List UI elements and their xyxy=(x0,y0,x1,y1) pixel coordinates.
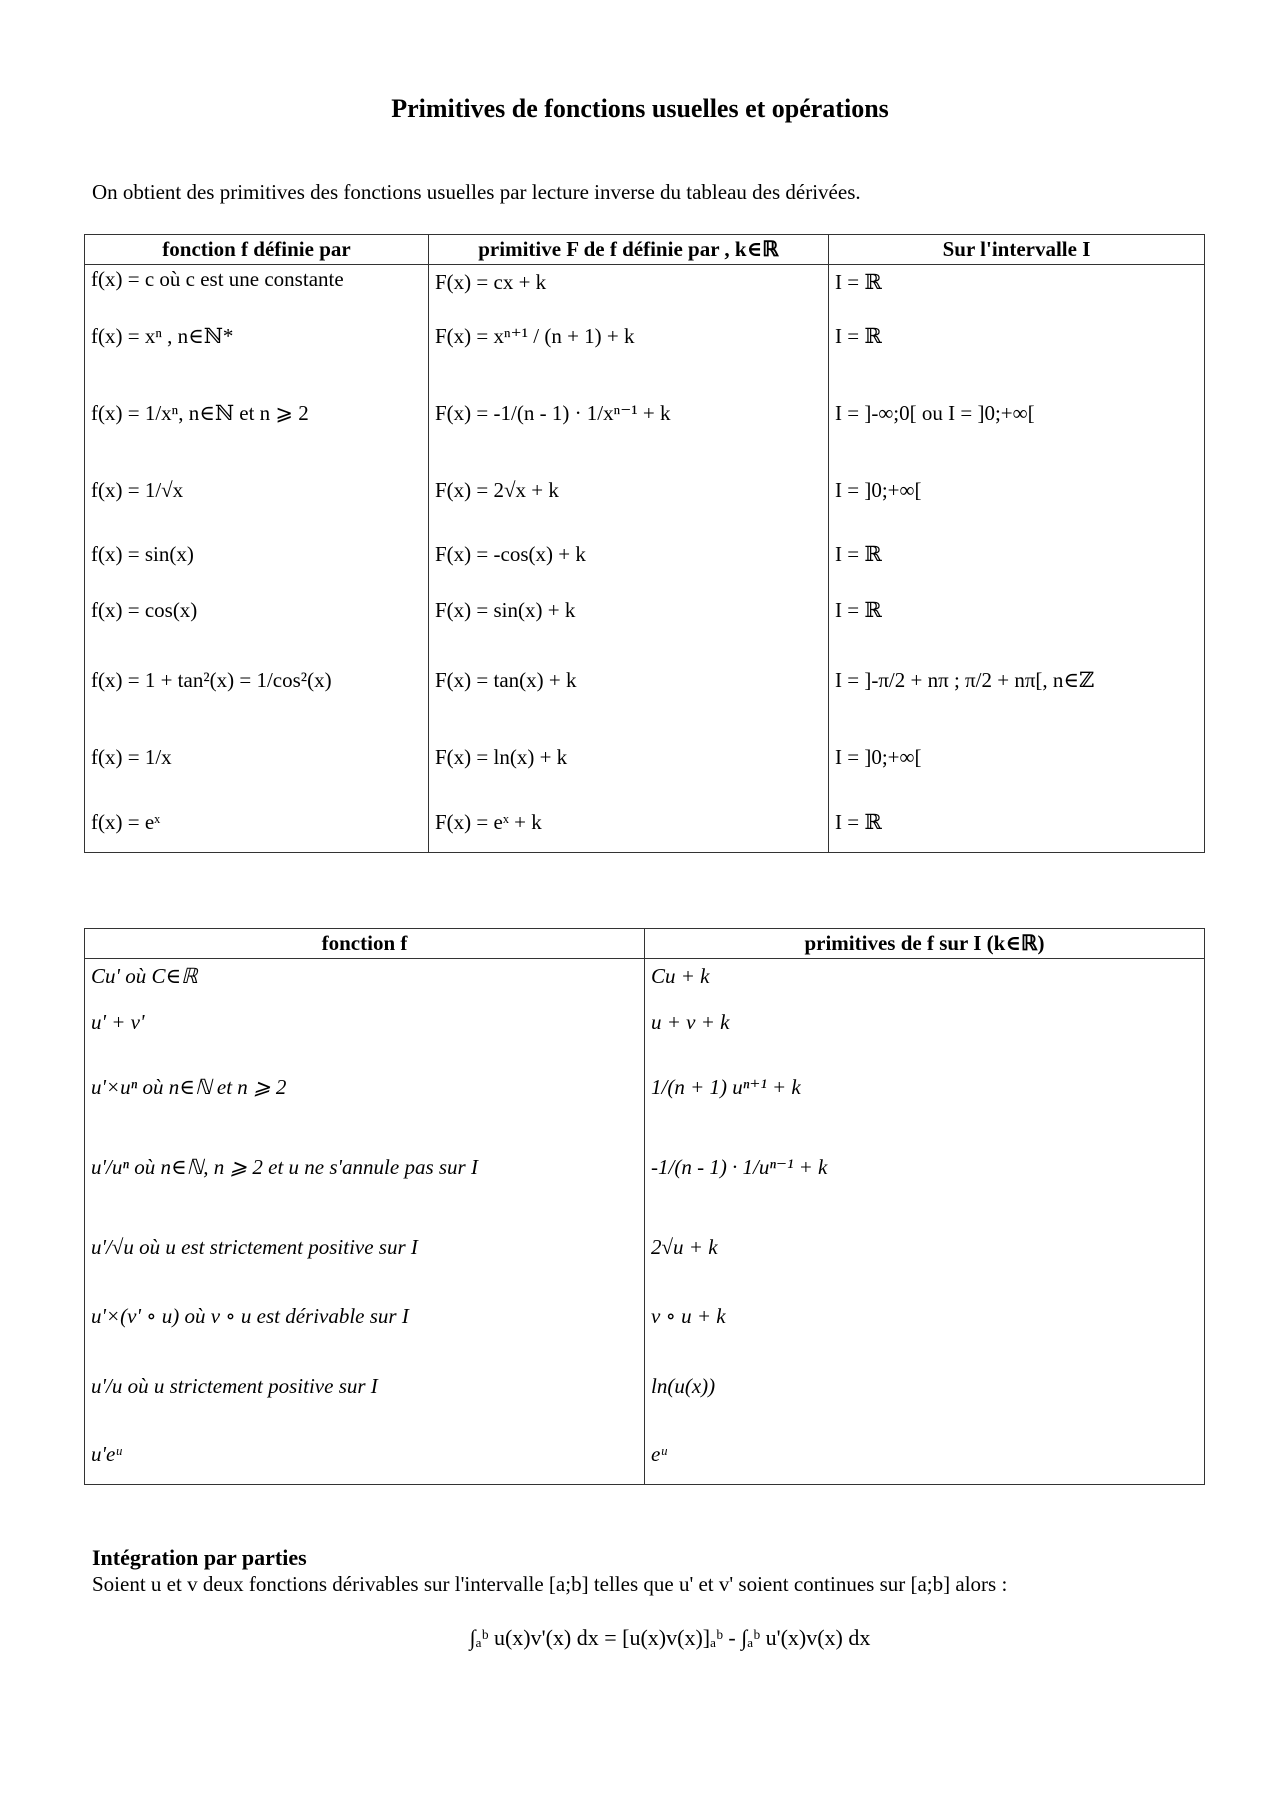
primitive-cell: -1/(n - 1) · 1/uⁿ⁻¹ + k xyxy=(645,1125,1205,1211)
table-row xyxy=(85,995,1205,1051)
ibp-heading: Intégration par parties xyxy=(92,1545,307,1570)
usual-primitives-table xyxy=(84,234,1205,853)
ibp-text: Soient u et v deux fonctions dérivables sur l'intervalle [a;b] telles que u' et v' soient continues sur [a;b] alors : xyxy=(92,1572,1008,1596)
function-cell: f(x) = 1 + tan²(x) = 1/cos²(x) xyxy=(85,639,429,723)
interval-cell: I = ]0;+∞[ xyxy=(829,455,1205,527)
function-cell: u'eᵘ xyxy=(85,1425,645,1485)
table-row xyxy=(85,1349,1205,1425)
function-cell: u'×uⁿ où n∈ℕ et n ⩾ 2 xyxy=(85,1051,645,1125)
header-primitive: primitives de f sur I (k∈ℝ) xyxy=(645,929,1205,959)
primitive-cell: F(x) = ln(x) + k xyxy=(429,723,829,793)
function-cell: f(x) = sin(x) xyxy=(85,527,429,583)
primitive-cell: ln(u(x)) xyxy=(645,1349,1205,1425)
primitive-cell: F(x) = eˣ + k xyxy=(429,793,829,853)
function-cell: f(x) = eˣ xyxy=(85,793,429,853)
table-row xyxy=(85,265,1205,301)
primitive-cell: 2√u + k xyxy=(645,1211,1205,1285)
primitive-cell: F(x) = tan(x) + k xyxy=(429,639,829,723)
primitive-cell: F(x) = -cos(x) + k xyxy=(429,527,829,583)
primitive-cell: v ∘ u + k xyxy=(645,1285,1205,1349)
table-row xyxy=(85,959,1205,995)
primitive-cell: Cu + k xyxy=(645,959,1205,995)
page-title: Primitives de fonctions usuelles et opérations xyxy=(391,94,889,123)
function-cell: u'/uⁿ où n∈ℕ, n ⩾ 2 et u ne s'annule pas sur I xyxy=(85,1125,645,1211)
ibp-formula: ∫ₐᵇ u(x)v'(x) dx = [u(x)v(x)]ₐᵇ - ∫ₐᵇ u'(x)v(x) dx xyxy=(469,1625,871,1650)
function-cell: f(x) = cos(x) xyxy=(85,583,429,639)
function-cell: u'/u où u strictement positive sur I xyxy=(85,1349,645,1425)
table-row xyxy=(85,1051,1205,1125)
header-function: fonction f xyxy=(85,929,645,959)
table-row xyxy=(85,527,1205,583)
primitive-cell: F(x) = cx + k xyxy=(429,265,829,301)
interval-cell: I = ]-∞;0[ ou I = ]0;+∞[ xyxy=(829,373,1205,455)
table-row xyxy=(85,1285,1205,1349)
table-row xyxy=(85,723,1205,793)
intro-text: On obtient des primitives des fonctions usuelles par lecture inverse du tableau des dérivées. xyxy=(92,180,861,204)
function-cell: f(x) = 1/x xyxy=(85,723,429,793)
primitive-cell: F(x) = -1/(n - 1) · 1/xⁿ⁻¹ + k xyxy=(429,373,829,455)
function-cell: u' + v' xyxy=(85,995,645,1051)
function-cell: f(x) = xⁿ , n∈ℕ* xyxy=(85,301,429,373)
primitive-cell: F(x) = xⁿ⁺¹ / (n + 1) + k xyxy=(429,301,829,373)
table-row xyxy=(85,583,1205,639)
function-cell: u'/√u où u est strictement positive sur I xyxy=(85,1211,645,1285)
interval-cell: I = ℝ xyxy=(829,527,1205,583)
table-row xyxy=(85,301,1205,373)
table-row xyxy=(85,1125,1205,1211)
operations-primitives-table xyxy=(84,928,1205,1485)
table-row xyxy=(85,639,1205,723)
table-row xyxy=(85,1211,1205,1285)
interval-cell: I = ℝ xyxy=(829,793,1205,853)
interval-cell: I = ℝ xyxy=(829,583,1205,639)
table-row xyxy=(85,373,1205,455)
header-function: fonction f définie par xyxy=(85,235,429,265)
function-cell: f(x) = 1/xⁿ, n∈ℕ et n ⩾ 2 xyxy=(85,373,429,455)
primitive-cell: eᵘ xyxy=(645,1425,1205,1485)
table-row xyxy=(85,455,1205,527)
primitive-cell: u + v + k xyxy=(645,995,1205,1051)
function-cell: f(x) = c où c est une constante xyxy=(85,265,429,301)
table-row xyxy=(85,793,1205,853)
interval-cell: I = ℝ xyxy=(829,265,1205,301)
table-row xyxy=(85,1425,1205,1485)
interval-cell: I = ℝ xyxy=(829,301,1205,373)
function-cell: f(x) = 1/√x xyxy=(85,455,429,527)
interval-cell: I = ]-π/2 + nπ ; π/2 + nπ[, n∈ℤ xyxy=(829,639,1205,723)
function-cell: u'×(v' ∘ u) où v ∘ u est dérivable sur I xyxy=(85,1285,645,1349)
primitive-cell: F(x) = sin(x) + k xyxy=(429,583,829,639)
header-interval: Sur l'intervalle I xyxy=(829,235,1205,265)
header-primitive: primitive F de f définie par , k∈ℝ xyxy=(429,235,829,265)
interval-cell: I = ]0;+∞[ xyxy=(829,723,1205,793)
primitive-cell: F(x) = 2√x + k xyxy=(429,455,829,527)
primitive-cell: 1/(n + 1) uⁿ⁺¹ + k xyxy=(645,1051,1205,1125)
function-cell: Cu' où C∈ℝ xyxy=(85,959,645,995)
